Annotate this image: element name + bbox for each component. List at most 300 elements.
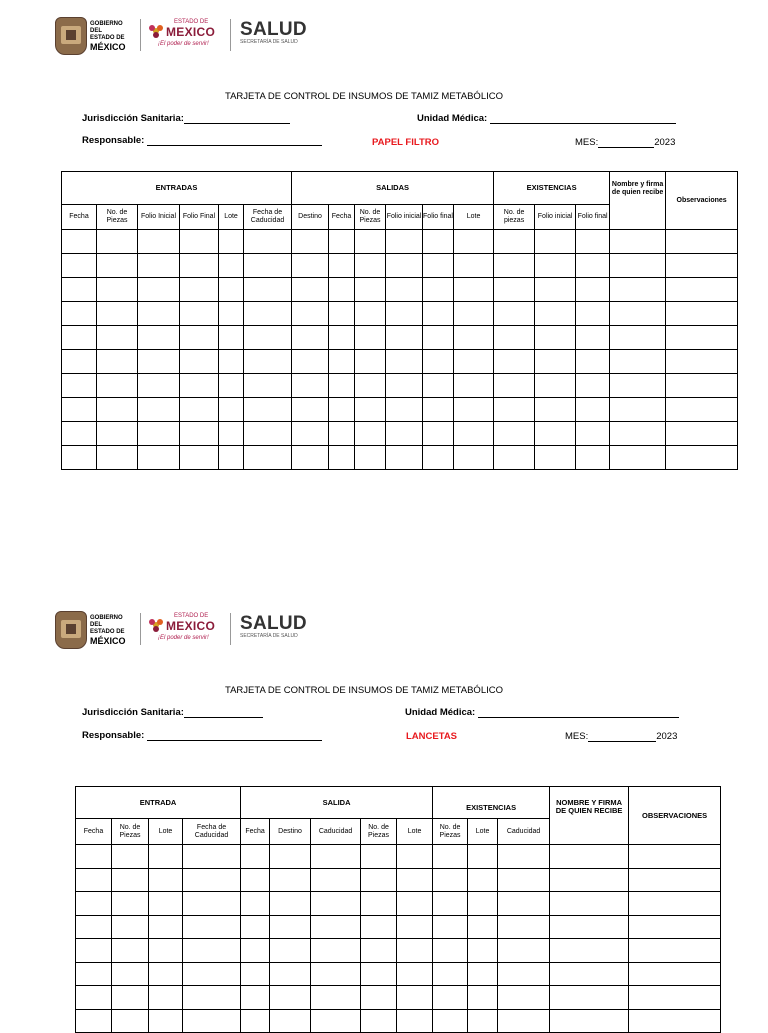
table-cell[interactable]: [241, 868, 270, 892]
table-cell[interactable]: [361, 915, 397, 939]
table-cell[interactable]: [183, 915, 241, 939]
table-cell[interactable]: [138, 230, 180, 254]
table-cell[interactable]: [183, 986, 241, 1010]
table-cell[interactable]: [62, 374, 97, 398]
table-cell[interactable]: [311, 892, 361, 916]
table-cell[interactable]: [180, 302, 219, 326]
table-cell[interactable]: [397, 915, 433, 939]
jurisdiccion-field[interactable]: Jurisdicción Sanitaria:: [82, 707, 263, 718]
table-cell[interactable]: [270, 868, 311, 892]
table-cell[interactable]: [576, 446, 610, 470]
table-cell[interactable]: [112, 845, 149, 869]
table-cell[interactable]: [361, 986, 397, 1010]
table-row: [76, 986, 721, 1010]
table-cell[interactable]: [329, 398, 355, 422]
table-cell[interactable]: [219, 302, 244, 326]
table-cell[interactable]: [138, 398, 180, 422]
table-cell[interactable]: [149, 868, 183, 892]
table-cell[interactable]: [666, 422, 738, 446]
table-cell[interactable]: [386, 350, 423, 374]
table-cell[interactable]: [666, 278, 738, 302]
table-cell[interactable]: [180, 278, 219, 302]
table-cell[interactable]: [97, 446, 138, 470]
table-cell[interactable]: [244, 374, 292, 398]
table-cell[interactable]: [454, 326, 494, 350]
table-cell[interactable]: [244, 446, 292, 470]
table-cell[interactable]: [535, 326, 576, 350]
table-cell[interactable]: [244, 350, 292, 374]
table-cell[interactable]: [535, 302, 576, 326]
table-cell[interactable]: [112, 868, 149, 892]
table-cell[interactable]: [397, 845, 433, 869]
table-cell[interactable]: [219, 374, 244, 398]
table-cell[interactable]: [292, 398, 329, 422]
table-cell[interactable]: [397, 892, 433, 916]
table-cell[interactable]: [423, 254, 454, 278]
table-cell[interactable]: [386, 254, 423, 278]
table-cell[interactable]: [433, 1009, 468, 1033]
table-cell[interactable]: [62, 278, 97, 302]
table-cell[interactable]: [112, 892, 149, 916]
table-cell[interactable]: [454, 350, 494, 374]
table-cell[interactable]: [355, 278, 386, 302]
table-cell[interactable]: [244, 398, 292, 422]
table-cell[interactable]: [629, 892, 721, 916]
col-observaciones: OBSERVACIONES: [629, 787, 721, 845]
table-cell[interactable]: [329, 374, 355, 398]
table-cell[interactable]: [494, 326, 535, 350]
table-cell[interactable]: [433, 892, 468, 916]
table-cell[interactable]: [149, 962, 183, 986]
table-cell[interactable]: [535, 230, 576, 254]
table-cell[interactable]: [454, 422, 494, 446]
table-cell[interactable]: [292, 422, 329, 446]
table-cell[interactable]: [244, 278, 292, 302]
table-cell[interactable]: [550, 986, 629, 1010]
table-cell[interactable]: [454, 398, 494, 422]
table-cell[interactable]: [219, 278, 244, 302]
table-cell[interactable]: [355, 326, 386, 350]
table-cell[interactable]: [138, 302, 180, 326]
table-cell[interactable]: [149, 915, 183, 939]
table-cell[interactable]: [666, 374, 738, 398]
table-cell[interactable]: [576, 254, 610, 278]
jurisdiccion-field[interactable]: Jurisdicción Sanitaria:: [82, 113, 290, 124]
table-cell[interactable]: [576, 278, 610, 302]
table-cell[interactable]: [311, 939, 361, 963]
table-cell[interactable]: [361, 845, 397, 869]
table-cell[interactable]: [183, 962, 241, 986]
table-cell[interactable]: [576, 230, 610, 254]
table-cell[interactable]: [355, 350, 386, 374]
table-cell[interactable]: [494, 374, 535, 398]
table-cell[interactable]: [494, 398, 535, 422]
table-cell[interactable]: [610, 374, 666, 398]
table-cell[interactable]: [433, 845, 468, 869]
table-cell[interactable]: [423, 278, 454, 302]
table-cell[interactable]: [62, 326, 97, 350]
table-cell[interactable]: [629, 868, 721, 892]
table-cell[interactable]: [219, 422, 244, 446]
table-cell[interactable]: [149, 845, 183, 869]
table-cell[interactable]: [180, 254, 219, 278]
table-cell[interactable]: [241, 939, 270, 963]
table-cell[interactable]: [180, 422, 219, 446]
table-cell[interactable]: [292, 302, 329, 326]
table-cell[interactable]: [329, 326, 355, 350]
table-cell[interactable]: [361, 1009, 397, 1033]
table-cell[interactable]: [97, 398, 138, 422]
table-cell[interactable]: [329, 230, 355, 254]
gobierno-logo-text: GOBIERNO DEL ESTADO DE MÉXICO: [90, 21, 126, 52]
table-cell[interactable]: [454, 230, 494, 254]
table-cell[interactable]: [219, 230, 244, 254]
responsable-field[interactable]: Responsable:: [82, 135, 322, 146]
table-cell[interactable]: [138, 446, 180, 470]
table-cell[interactable]: [423, 350, 454, 374]
table-cell[interactable]: [666, 350, 738, 374]
table-cell[interactable]: [311, 868, 361, 892]
table-cell[interactable]: [62, 254, 97, 278]
table-cell[interactable]: [535, 422, 576, 446]
table-cell[interactable]: [62, 230, 97, 254]
table-cell[interactable]: [498, 892, 550, 916]
table-cell[interactable]: [576, 374, 610, 398]
unidad-medica-field[interactable]: Unidad Médica:: [417, 113, 676, 124]
table-cell[interactable]: [386, 278, 423, 302]
table-cell[interactable]: [270, 892, 311, 916]
table-cell[interactable]: [550, 1009, 629, 1033]
table-cell[interactable]: [138, 278, 180, 302]
table-cell[interactable]: [454, 254, 494, 278]
table-cell[interactable]: [149, 892, 183, 916]
table-cell[interactable]: [183, 868, 241, 892]
table-cell[interactable]: [550, 845, 629, 869]
table-cell[interactable]: [550, 962, 629, 986]
table-cell[interactable]: [97, 302, 138, 326]
table-cell[interactable]: [576, 398, 610, 422]
table-cell[interactable]: [138, 350, 180, 374]
table-cell[interactable]: [361, 892, 397, 916]
table-cell[interactable]: [355, 230, 386, 254]
table-cell[interactable]: [361, 939, 397, 963]
insumo-label: LANCETAS: [406, 731, 458, 742]
table-cell[interactable]: [270, 962, 311, 986]
table-cell[interactable]: [183, 845, 241, 869]
table-cell[interactable]: [292, 230, 329, 254]
table-cell[interactable]: [329, 278, 355, 302]
table-cell[interactable]: [76, 1009, 112, 1033]
table-cell[interactable]: [610, 398, 666, 422]
table-cell[interactable]: [494, 446, 535, 470]
mes-field[interactable]: MES: 2023: [565, 731, 678, 742]
table-cell[interactable]: [550, 939, 629, 963]
table-cell[interactable]: [62, 422, 97, 446]
table-cell[interactable]: [397, 868, 433, 892]
table-cell[interactable]: [180, 326, 219, 350]
table-cell[interactable]: [535, 278, 576, 302]
table-cell[interactable]: [576, 422, 610, 446]
table-cell[interactable]: [666, 326, 738, 350]
table-cell[interactable]: [494, 278, 535, 302]
table-cell[interactable]: [97, 254, 138, 278]
table-cell[interactable]: [468, 892, 498, 916]
table-cell[interactable]: [329, 446, 355, 470]
table-cell[interactable]: [311, 845, 361, 869]
table-cell[interactable]: [311, 1009, 361, 1033]
table-cell[interactable]: [311, 986, 361, 1010]
table-cell[interactable]: [292, 254, 329, 278]
table-cell[interactable]: [397, 1009, 433, 1033]
table-cell[interactable]: [498, 1009, 550, 1033]
table-cell[interactable]: [138, 326, 180, 350]
table-cell[interactable]: [270, 845, 311, 869]
table-cell[interactable]: [433, 939, 468, 963]
table-cell[interactable]: [550, 915, 629, 939]
table-cell[interactable]: [666, 302, 738, 326]
table-cell[interactable]: [76, 892, 112, 916]
table-cell[interactable]: [386, 230, 423, 254]
table-cell[interactable]: [423, 422, 454, 446]
table-cell[interactable]: [494, 422, 535, 446]
table-row: [76, 1009, 721, 1033]
table-cell[interactable]: [610, 350, 666, 374]
table-cell[interactable]: [433, 986, 468, 1010]
table-cell[interactable]: [535, 398, 576, 422]
table-cell[interactable]: [149, 986, 183, 1010]
table-cell[interactable]: [270, 1009, 311, 1033]
table-cell[interactable]: [97, 422, 138, 446]
table-cell[interactable]: [433, 962, 468, 986]
table-cell[interactable]: [183, 892, 241, 916]
table-cell[interactable]: [180, 230, 219, 254]
table-cell[interactable]: [610, 422, 666, 446]
table-cell[interactable]: [270, 939, 311, 963]
table-cell[interactable]: [433, 915, 468, 939]
table-cell[interactable]: [355, 398, 386, 422]
table-cell[interactable]: [292, 374, 329, 398]
table-cell[interactable]: [311, 962, 361, 986]
table-cell[interactable]: [97, 350, 138, 374]
table-cell[interactable]: [468, 962, 498, 986]
table-cell[interactable]: [498, 962, 550, 986]
table-cell[interactable]: [610, 302, 666, 326]
table-cell[interactable]: [62, 302, 97, 326]
table-cell[interactable]: [244, 326, 292, 350]
table-cell[interactable]: [666, 254, 738, 278]
table-cell[interactable]: [468, 845, 498, 869]
table-cell[interactable]: [423, 302, 454, 326]
table-cell[interactable]: [270, 915, 311, 939]
table-cell[interactable]: [183, 1009, 241, 1033]
table-cell[interactable]: [62, 350, 97, 374]
table-cell[interactable]: [183, 939, 241, 963]
table-cell[interactable]: [386, 446, 423, 470]
table-cell[interactable]: [62, 446, 97, 470]
table-cell[interactable]: [355, 374, 386, 398]
table-cell[interactable]: [112, 1009, 149, 1033]
table-cell[interactable]: [610, 326, 666, 350]
table-cell[interactable]: [610, 446, 666, 470]
table-cell[interactable]: [468, 868, 498, 892]
table-cell[interactable]: [97, 278, 138, 302]
table-cell[interactable]: [76, 915, 112, 939]
table-cell[interactable]: [423, 446, 454, 470]
table-cell[interactable]: [386, 326, 423, 350]
divider: [140, 613, 141, 645]
table-cell[interactable]: [244, 230, 292, 254]
table-cell[interactable]: [219, 446, 244, 470]
table-cell[interactable]: [244, 422, 292, 446]
table-cell[interactable]: [454, 374, 494, 398]
table-cell[interactable]: [397, 962, 433, 986]
table-cell[interactable]: [494, 230, 535, 254]
table-cell[interactable]: [311, 915, 361, 939]
table-cell[interactable]: [138, 422, 180, 446]
table-cell[interactable]: [433, 868, 468, 892]
table-cell[interactable]: [112, 986, 149, 1010]
table-cell[interactable]: [241, 845, 270, 869]
responsable-field[interactable]: Responsable:: [82, 730, 322, 741]
table-cell[interactable]: [76, 868, 112, 892]
table-cell[interactable]: [241, 962, 270, 986]
table-cell[interactable]: [576, 326, 610, 350]
unidad-medica-field[interactable]: Unidad Médica:: [405, 707, 679, 718]
table-cell[interactable]: [423, 230, 454, 254]
table-cell[interactable]: [629, 915, 721, 939]
table-cell[interactable]: [468, 915, 498, 939]
table-cell[interactable]: [666, 230, 738, 254]
table-cell[interactable]: [219, 350, 244, 374]
table-cell[interactable]: [468, 1009, 498, 1033]
table-cell[interactable]: [219, 326, 244, 350]
table-cell[interactable]: [386, 374, 423, 398]
table-cell[interactable]: [76, 845, 112, 869]
table-cell[interactable]: [180, 446, 219, 470]
table-cell[interactable]: [244, 302, 292, 326]
table-row: [62, 326, 738, 350]
table-cell[interactable]: [180, 350, 219, 374]
table-cell[interactable]: [454, 278, 494, 302]
table-cell[interactable]: [219, 254, 244, 278]
table-cell[interactable]: [610, 230, 666, 254]
table-cell[interactable]: [386, 398, 423, 422]
table-cell[interactable]: [97, 374, 138, 398]
table-cell[interactable]: [498, 915, 550, 939]
table-cell[interactable]: [138, 374, 180, 398]
table-cell[interactable]: [610, 278, 666, 302]
table-cell[interactable]: [494, 302, 535, 326]
table-cell[interactable]: [423, 326, 454, 350]
table-cell[interactable]: [610, 254, 666, 278]
table-cell[interactable]: [535, 350, 576, 374]
table-cell[interactable]: [550, 868, 629, 892]
table-cell[interactable]: [355, 254, 386, 278]
table-cell[interactable]: [76, 939, 112, 963]
table-cell[interactable]: [454, 446, 494, 470]
table-cell[interactable]: [535, 374, 576, 398]
table-cell[interactable]: [423, 374, 454, 398]
table-cell[interactable]: [576, 350, 610, 374]
table-cell[interactable]: [386, 302, 423, 326]
table-cell[interactable]: [97, 230, 138, 254]
table-cell[interactable]: [550, 892, 629, 916]
table-cell[interactable]: [329, 302, 355, 326]
table-cell[interactable]: [355, 446, 386, 470]
table-cell[interactable]: [241, 1009, 270, 1033]
table-cell[interactable]: [180, 398, 219, 422]
table-cell[interactable]: [494, 254, 535, 278]
table-cell[interactable]: [241, 892, 270, 916]
table-cell[interactable]: [535, 446, 576, 470]
table-cell[interactable]: [629, 986, 721, 1010]
table-cell[interactable]: [149, 1009, 183, 1033]
table-row: [76, 845, 721, 869]
table-cell[interactable]: [423, 398, 454, 422]
table-cell[interactable]: [498, 845, 550, 869]
table-cell[interactable]: [576, 302, 610, 326]
table-cell[interactable]: [666, 446, 738, 470]
table-cell[interactable]: [468, 939, 498, 963]
table-cell[interactable]: [494, 350, 535, 374]
table-cell[interactable]: [355, 302, 386, 326]
table-cell[interactable]: [397, 986, 433, 1010]
table-cell[interactable]: [498, 868, 550, 892]
table-cell[interactable]: [355, 422, 386, 446]
table-cell[interactable]: [329, 350, 355, 374]
table-row: [62, 422, 738, 446]
table-cell[interactable]: [629, 939, 721, 963]
table-cell[interactable]: [498, 939, 550, 963]
table-cell[interactable]: [241, 986, 270, 1010]
table-cell[interactable]: [241, 915, 270, 939]
table-cell[interactable]: [149, 939, 183, 963]
table-cell[interactable]: [535, 254, 576, 278]
table-cell[interactable]: [138, 254, 180, 278]
table-cell[interactable]: [629, 845, 721, 869]
table-cell[interactable]: [112, 915, 149, 939]
table-cell[interactable]: [666, 398, 738, 422]
table-cell[interactable]: [270, 986, 311, 1010]
table-cell[interactable]: [292, 446, 329, 470]
table-cell[interactable]: [329, 422, 355, 446]
mes-field[interactable]: MES: 2023: [575, 137, 676, 148]
table-cell[interactable]: [498, 986, 550, 1010]
table-cell[interactable]: [180, 374, 219, 398]
table-cell[interactable]: [454, 302, 494, 326]
table-cell[interactable]: [112, 939, 149, 963]
table-cell[interactable]: [292, 326, 329, 350]
table-cell[interactable]: [361, 962, 397, 986]
table-cell[interactable]: [292, 278, 329, 302]
table-cell[interactable]: [76, 986, 112, 1010]
table-cell[interactable]: [112, 962, 149, 986]
table-cell[interactable]: [468, 986, 498, 1010]
table-cell[interactable]: [62, 398, 97, 422]
table-cell[interactable]: [397, 939, 433, 963]
table-cell[interactable]: [386, 422, 423, 446]
table-cell[interactable]: [76, 962, 112, 986]
table-cell[interactable]: [244, 254, 292, 278]
table-cell[interactable]: [629, 962, 721, 986]
table-cell[interactable]: [292, 350, 329, 374]
table-cell[interactable]: [219, 398, 244, 422]
table-cell[interactable]: [329, 254, 355, 278]
table-cell[interactable]: [361, 868, 397, 892]
table-cell[interactable]: [629, 1009, 721, 1033]
column-header: Lote: [468, 819, 498, 845]
table-cell[interactable]: [97, 326, 138, 350]
